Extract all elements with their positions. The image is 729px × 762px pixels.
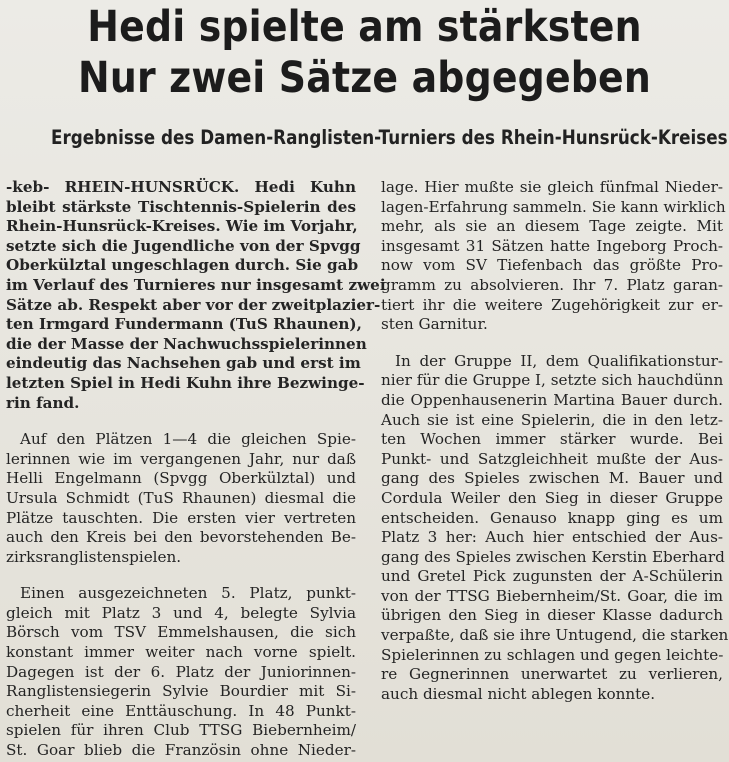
subheadline: Ergebnisse des Damen-Ranglisten-Turniers des Rhein-Hunsrück-Kreises	[51, 126, 728, 149]
text-line: Helli Engelmann (Spvgg Oberkülztal) und	[6, 469, 356, 488]
text-line: übrigen den Sieg in dieser Klasse dadurch	[381, 606, 723, 625]
text-line: now vom SV Tiefenbach das größte Pro-	[381, 256, 723, 275]
text-line: Einen ausgezeichneten 5. Platz, punkt-	[20, 584, 356, 603]
text-line: Auch sie ist eine Spielerin, die in den letz-	[381, 410, 723, 429]
text-line: letzten Spiel in Hedi Kuhn ihre Bezwinge-	[6, 373, 365, 392]
paragraph	[6, 430, 356, 567]
text-line: cherheit eine Enttäuschung. In 48 Punkt-	[6, 701, 356, 720]
text-line: auch den Kreis bei den bevorstehenden Be-	[6, 528, 356, 547]
headline-line-1: Hedi spielte am stärksten	[87, 2, 642, 52]
text-line: tiert ihr die weitere Zugehörigkeit zur er-	[381, 295, 723, 314]
text-line: Ursula Schmidt (TuS Rhaunen) diesmal die	[6, 488, 356, 507]
text-line: entscheiden. Genauso knapp ging es um	[381, 508, 723, 527]
text-line: konstant immer weiter nach vorne spielt.	[6, 643, 356, 662]
paragraph	[381, 351, 729, 705]
text-line: lagen-Erfahrung sammeln. Sie kann wirklich	[381, 197, 726, 216]
text-line: sten Garnitur.	[381, 315, 488, 334]
text-line: Sätze ab. Respekt aber vor der zweitplazier-	[6, 295, 381, 314]
text-line: nier für die Gruppe I, setzte sich hauchdünn	[381, 371, 724, 390]
text-line: die der Masse der Nachwuchsspielerinnen	[6, 334, 367, 353]
text-line: zirksranglistenspielen.	[6, 547, 182, 566]
text-line: insgesamt 31 Sätzen hatte Ingeborg Proch-	[381, 236, 723, 255]
text-line: gang des Spieles zwischen M. Bauer und	[381, 469, 723, 488]
text-line: und Gretel Pick zugunsten der A-Schülerin	[381, 567, 723, 586]
text-line: mehr, als sie an diesem Tage zeigte. Mit	[381, 217, 723, 236]
text-line: verpaßte, daß sie ihre Untugend, die starken	[381, 626, 729, 645]
text-line: ten Wochen immer stärker wurde. Bei	[381, 430, 723, 449]
text-line: im Verlauf des Turnieres nur insgesamt zwei	[6, 275, 386, 294]
text-line: Platz 3 her: Auch hier entschied der Aus-	[381, 528, 723, 547]
text-line: die Oppenhausenerin Martina Bauer durch.	[381, 390, 723, 409]
text-line: re Gegnerinnen unerwartet zu verlieren,	[381, 665, 723, 684]
text-line: St. Goar blieb die Französin ohne Nieder-	[6, 741, 356, 760]
text-line: rin fand.	[6, 393, 80, 412]
text-line: ten Irmgard Fundermann (TuS Rhaunen),	[6, 315, 362, 334]
text-line: von der TTSG Biebernheim/St. Goar, die im	[381, 586, 723, 605]
text-line: gang des Spieles zwischen Kerstin Eberhard	[381, 547, 725, 566]
text-line: gleich mit Platz 3 und 4, belegte Sylvia	[6, 603, 356, 622]
text-line: Punkt- und Satzgleichheit mußte der Aus-	[381, 449, 723, 468]
text-line: Auf den Plätzen 1—4 die gleichen Spie-	[20, 430, 356, 449]
text-line: lage. Hier mußte sie gleich fünfmal Nieder-	[381, 178, 723, 196]
text-line: gramm zu absolvieren. Ihr 7. Platz garan-	[381, 275, 723, 294]
text-line: bleibt stärkste Tischtennis-Spielerin des	[6, 197, 356, 216]
headline-line-2: Nur zwei Sätze abgegeben	[77, 53, 652, 103]
text-line: Rhein-Hunsrück-Kreises. Wie im Vorjahr,	[6, 217, 358, 236]
text-line: -keb- RHEIN-HUNSRÜCK. Hedi Kuhn	[6, 178, 356, 196]
text-line: Spielerinnen zu schlagen und gegen leichte-	[381, 645, 724, 664]
text-line: eindeutig das Nachsehen gab und erst im	[6, 354, 361, 373]
text-line: Dagegen ist der 6. Platz der Juniorinnen-	[6, 662, 356, 681]
paragraph	[381, 178, 726, 335]
text-line: Ranglistensiegerin Sylvie Bourdier mit Si-	[6, 682, 356, 701]
text-line: Oberkülztal ungeschlagen durch. Sie gab	[6, 256, 359, 275]
text-line: Cordula Weiler den Sieg in dieser Gruppe	[381, 488, 723, 507]
text-line: auch diesmal nicht ablegen konnte.	[381, 684, 656, 703]
text-line: setzte sich die Jugendliche von der Spvgg	[6, 236, 361, 255]
paragraph	[6, 584, 356, 760]
text-line: lerinnen wie im vergangenen Jahr, nur daß	[6, 449, 356, 468]
paragraph	[6, 178, 386, 413]
text-line: Plätze tauschten. Die ersten vier vertreten	[6, 508, 356, 527]
text-line: In der Gruppe II, dem Qualifikationstur-	[395, 351, 723, 370]
article-column-right	[381, 178, 729, 704]
article-column-left	[6, 178, 386, 761]
text-line: Börsch vom TSV Emmelshausen, die sich	[6, 623, 356, 642]
text-line: spielen für ihren Club TTSG Biebernheim/	[6, 721, 356, 740]
